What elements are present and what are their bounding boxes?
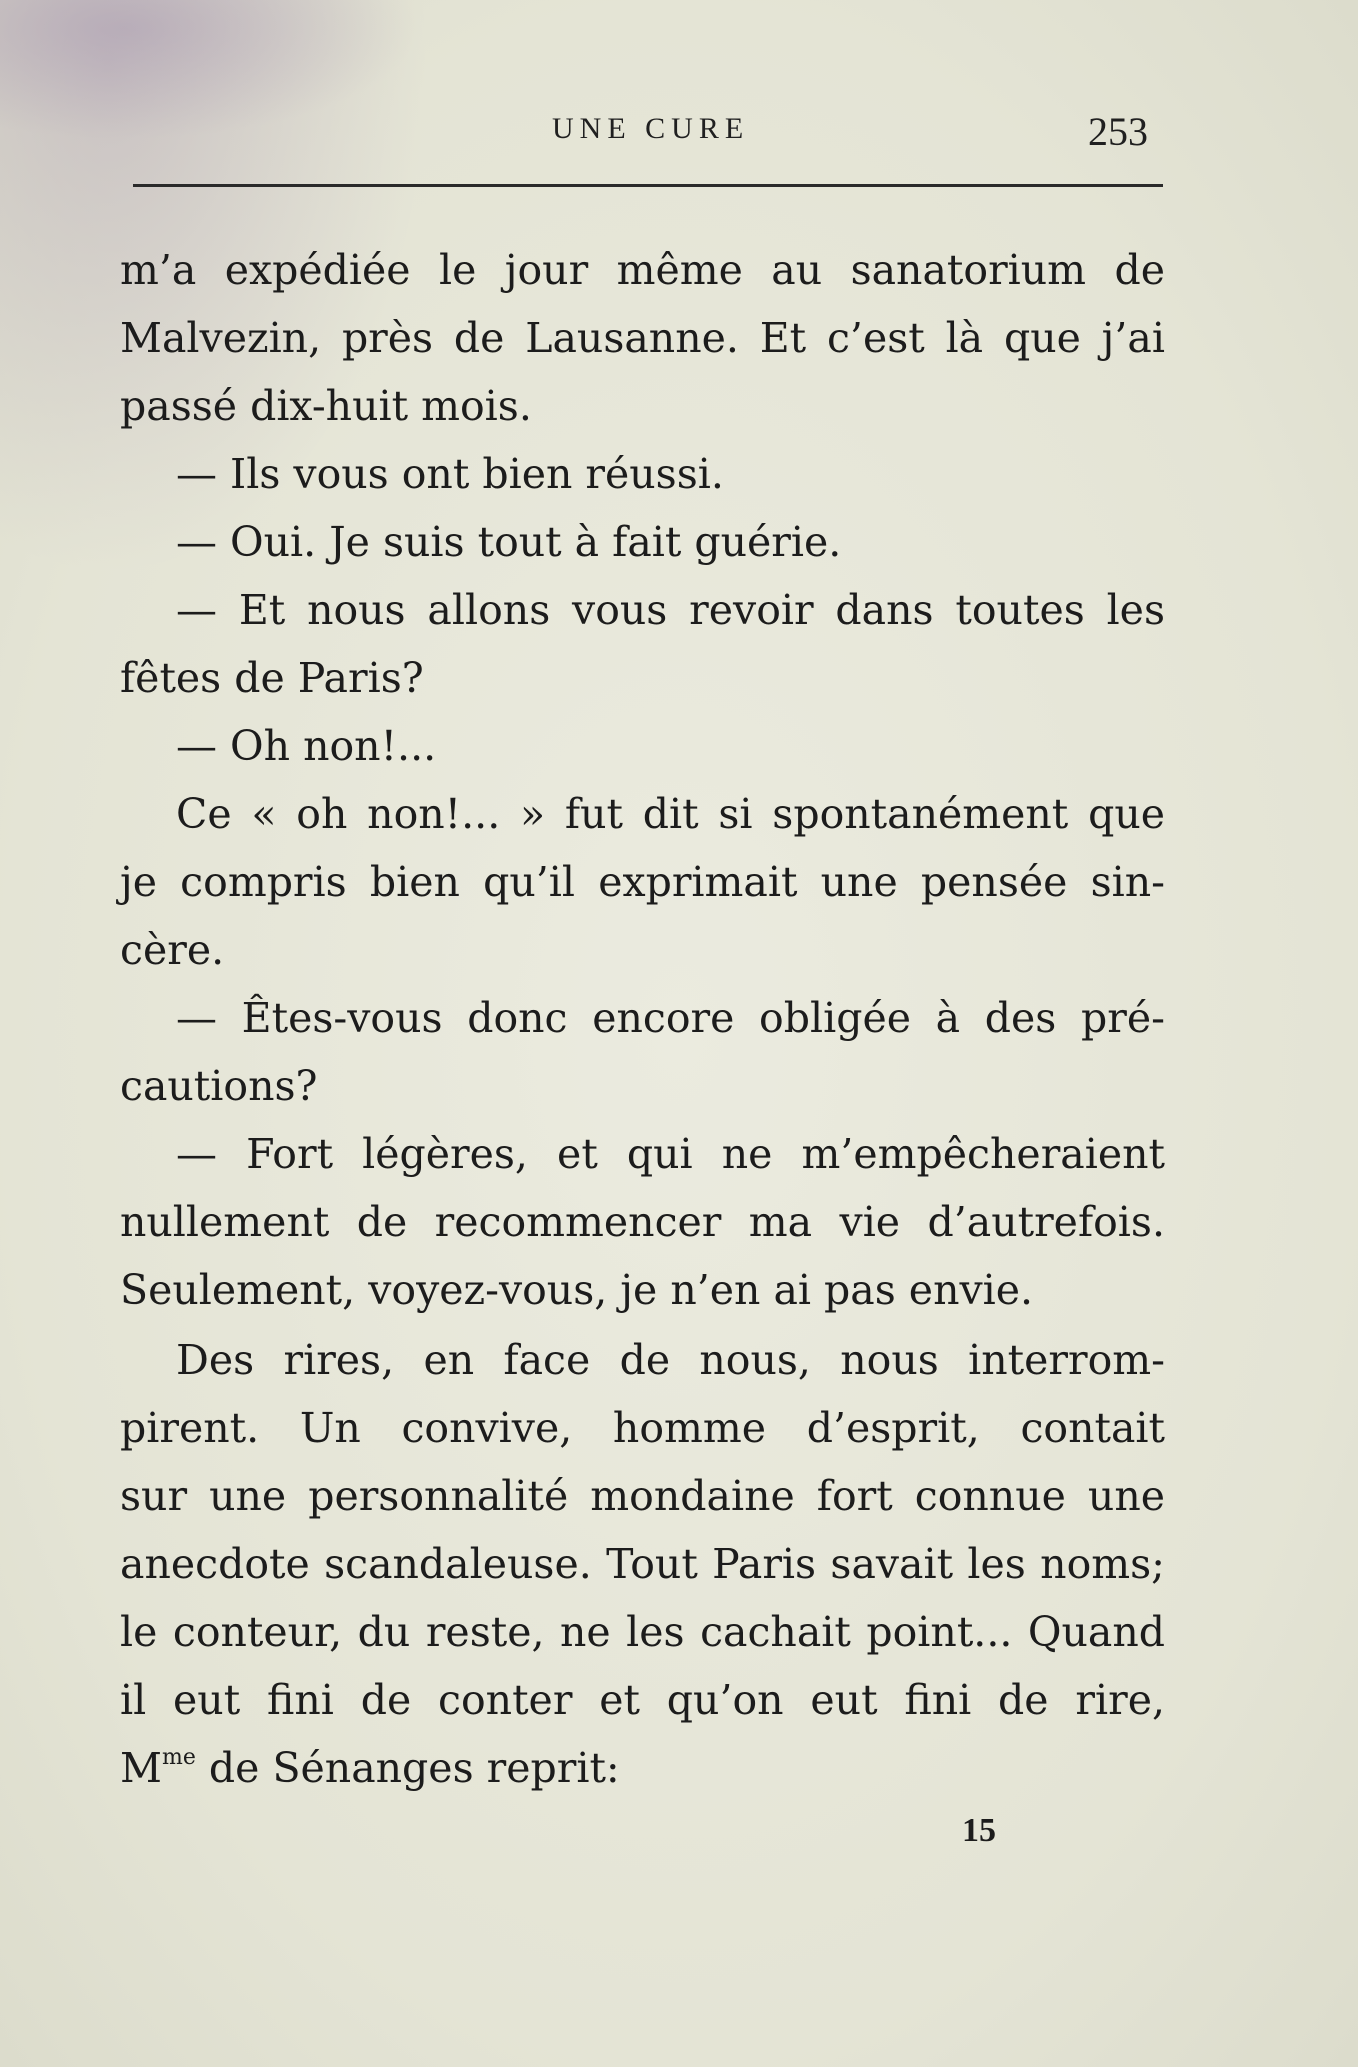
- text-line: Malvezin, près de Lausanne. Et c’est là que j’ai: [120, 314, 1165, 362]
- header-rule: [133, 184, 1163, 187]
- text-line: passé dix-huit mois.: [120, 382, 532, 430]
- running-title: UNE CURE: [552, 112, 750, 145]
- text-line: pirent. Un convive, homme d’esprit, contait: [120, 1404, 1165, 1452]
- paragraph-start-line: Des rires, en face de nous, nous interrom-: [176, 1336, 1165, 1384]
- text-line: je compris bien qu’il exprimait une pensée sin-: [120, 858, 1165, 906]
- text-line: fêtes de Paris?: [120, 654, 424, 702]
- dialogue-line: — Oh non!...: [176, 722, 437, 770]
- text-line: anecdote scandaleuse. Tout Paris savait les noms;: [120, 1540, 1165, 1588]
- text-line: cautions?: [120, 1062, 318, 1110]
- page-number: 253: [1088, 109, 1148, 154]
- final-text-line: [120, 1734, 1165, 1802]
- text-line: sur une personnalité mondaine fort connue une: [120, 1472, 1165, 1520]
- signature-mark: 15: [962, 1812, 996, 1849]
- paper-stain: [0, 0, 420, 140]
- text-line: m’a expédiée le jour même au sanatorium de: [120, 246, 1165, 294]
- text-line: le conteur, du reste, ne les cachait point... Quand: [120, 1608, 1165, 1656]
- title-prefix: M: [120, 1744, 162, 1792]
- final-line-rest: de Sénanges reprit:: [195, 1744, 620, 1792]
- body-text: [120, 236, 1165, 1802]
- dialogue-line: — Et nous allons vous revoir dans toutes les: [176, 586, 1165, 634]
- title-superscript: me: [161, 1745, 196, 1770]
- dialogue-line: — Êtes-vous donc encore obligée à des pré-: [176, 994, 1165, 1042]
- dialogue-line: — Oui. Je suis tout à fait guérie.: [176, 518, 842, 566]
- text-line: Seulement, voyez-vous, je n’en ai pas envie.: [120, 1266, 1034, 1314]
- paragraph-start-line: Ce « oh non!... » fut dit si spontanément que: [176, 790, 1165, 838]
- text-line: il eut fini de conter et qu’on eut fini de rire,: [120, 1676, 1165, 1724]
- dialogue-line: — Ils vous ont bien réussi.: [176, 450, 724, 498]
- dialogue-line: — Fort légères, et qui ne m’empêcheraient: [176, 1130, 1165, 1178]
- text-line: nullement de recommencer ma vie d’autrefois.: [120, 1198, 1165, 1246]
- text-line: cère.: [120, 926, 225, 974]
